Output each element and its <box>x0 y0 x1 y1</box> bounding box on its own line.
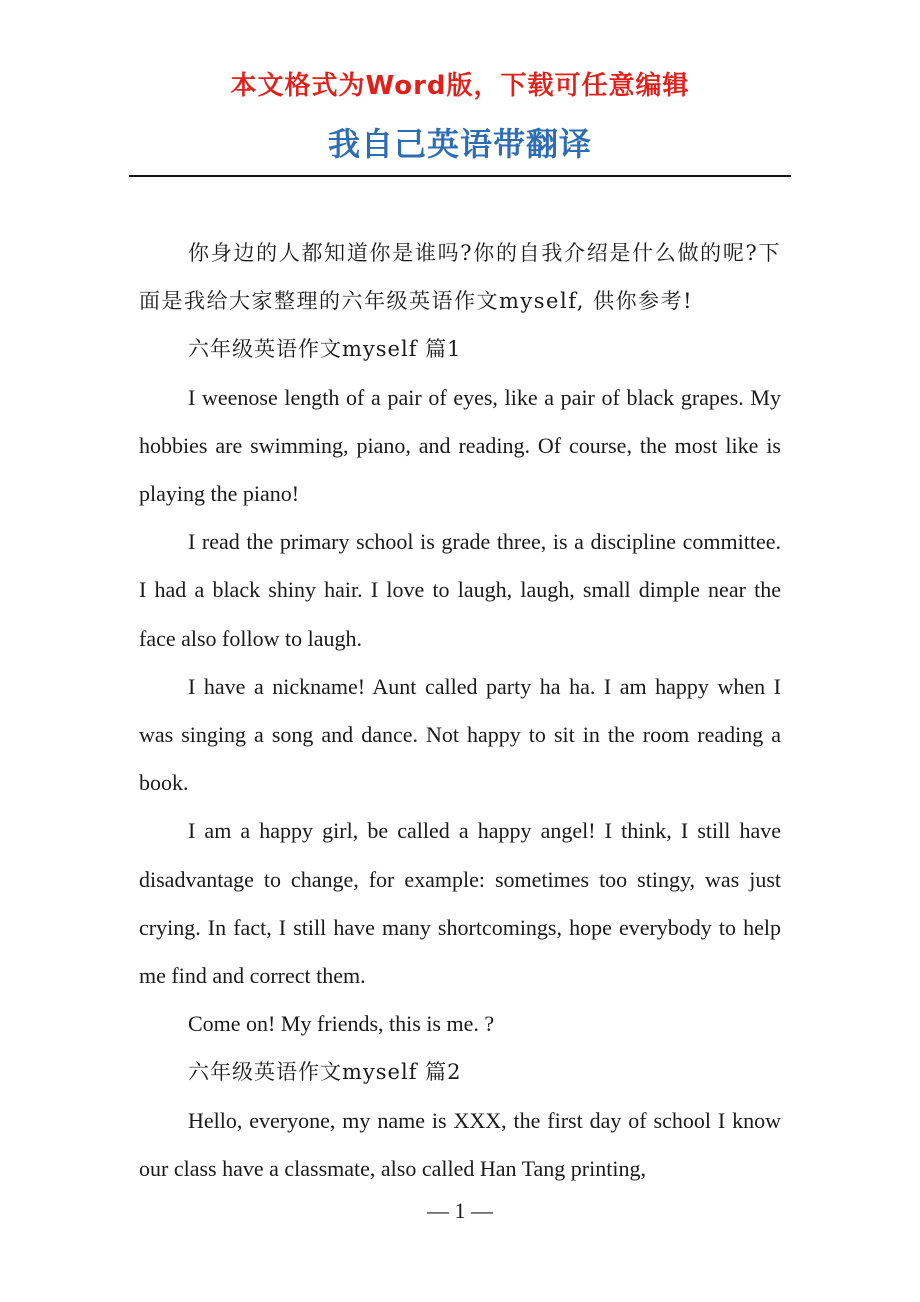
title-divider <box>129 175 791 177</box>
document-title: 我自己英语带翻译 <box>327 125 592 163</box>
page-number: — 1 — <box>427 1198 493 1223</box>
download-banner: 本文格式为Word版，下载可任意编辑 <box>230 71 690 101</box>
body-paragraph: Hello, everyone, my name is XXX, the first day of school I know our class have a classmate, also called Han Tang printing, <box>139 1107 781 1181</box>
body-paragraph: I weenose length of a pair of eyes, like a pair of black grapes. My hobbies are swimming, piano, and reading. Of course, the most like is playing the piano! <box>139 384 781 507</box>
intro-paragraph: 你身边的人都知道你是谁吗?你的自我介绍是什么做的呢?下面是我给大家整理的六年级英语作文myself, 供你参考! <box>139 241 781 314</box>
body-paragraph: I am a happy girl, be called a happy angel! I think, I still have disadvantage to change, for example: sometimes too stingy, was just crying. In fact, I still have many shortcomings, hope everybody to help me find and correct them. <box>139 818 781 989</box>
body-paragraph: I have a nickname! Aunt called party ha ha. I am happy when I was singing a song and dance. Not happy to sit in the room reading a book. <box>139 673 781 796</box>
body-paragraph: Come on! My friends, this is me. ? <box>188 1011 495 1037</box>
section-heading-1: 六年级英语作文myself 篇1 <box>188 337 462 362</box>
section-heading-2: 六年级英语作文myself 篇2 <box>188 1060 462 1085</box>
body-paragraph: I read the primary school is grade three, is a discipline committee. I had a black shiny hair. I love to laugh, laugh, small dimple near the face also follow to laugh. <box>139 529 781 651</box>
document-body <box>139 229 781 1193</box>
